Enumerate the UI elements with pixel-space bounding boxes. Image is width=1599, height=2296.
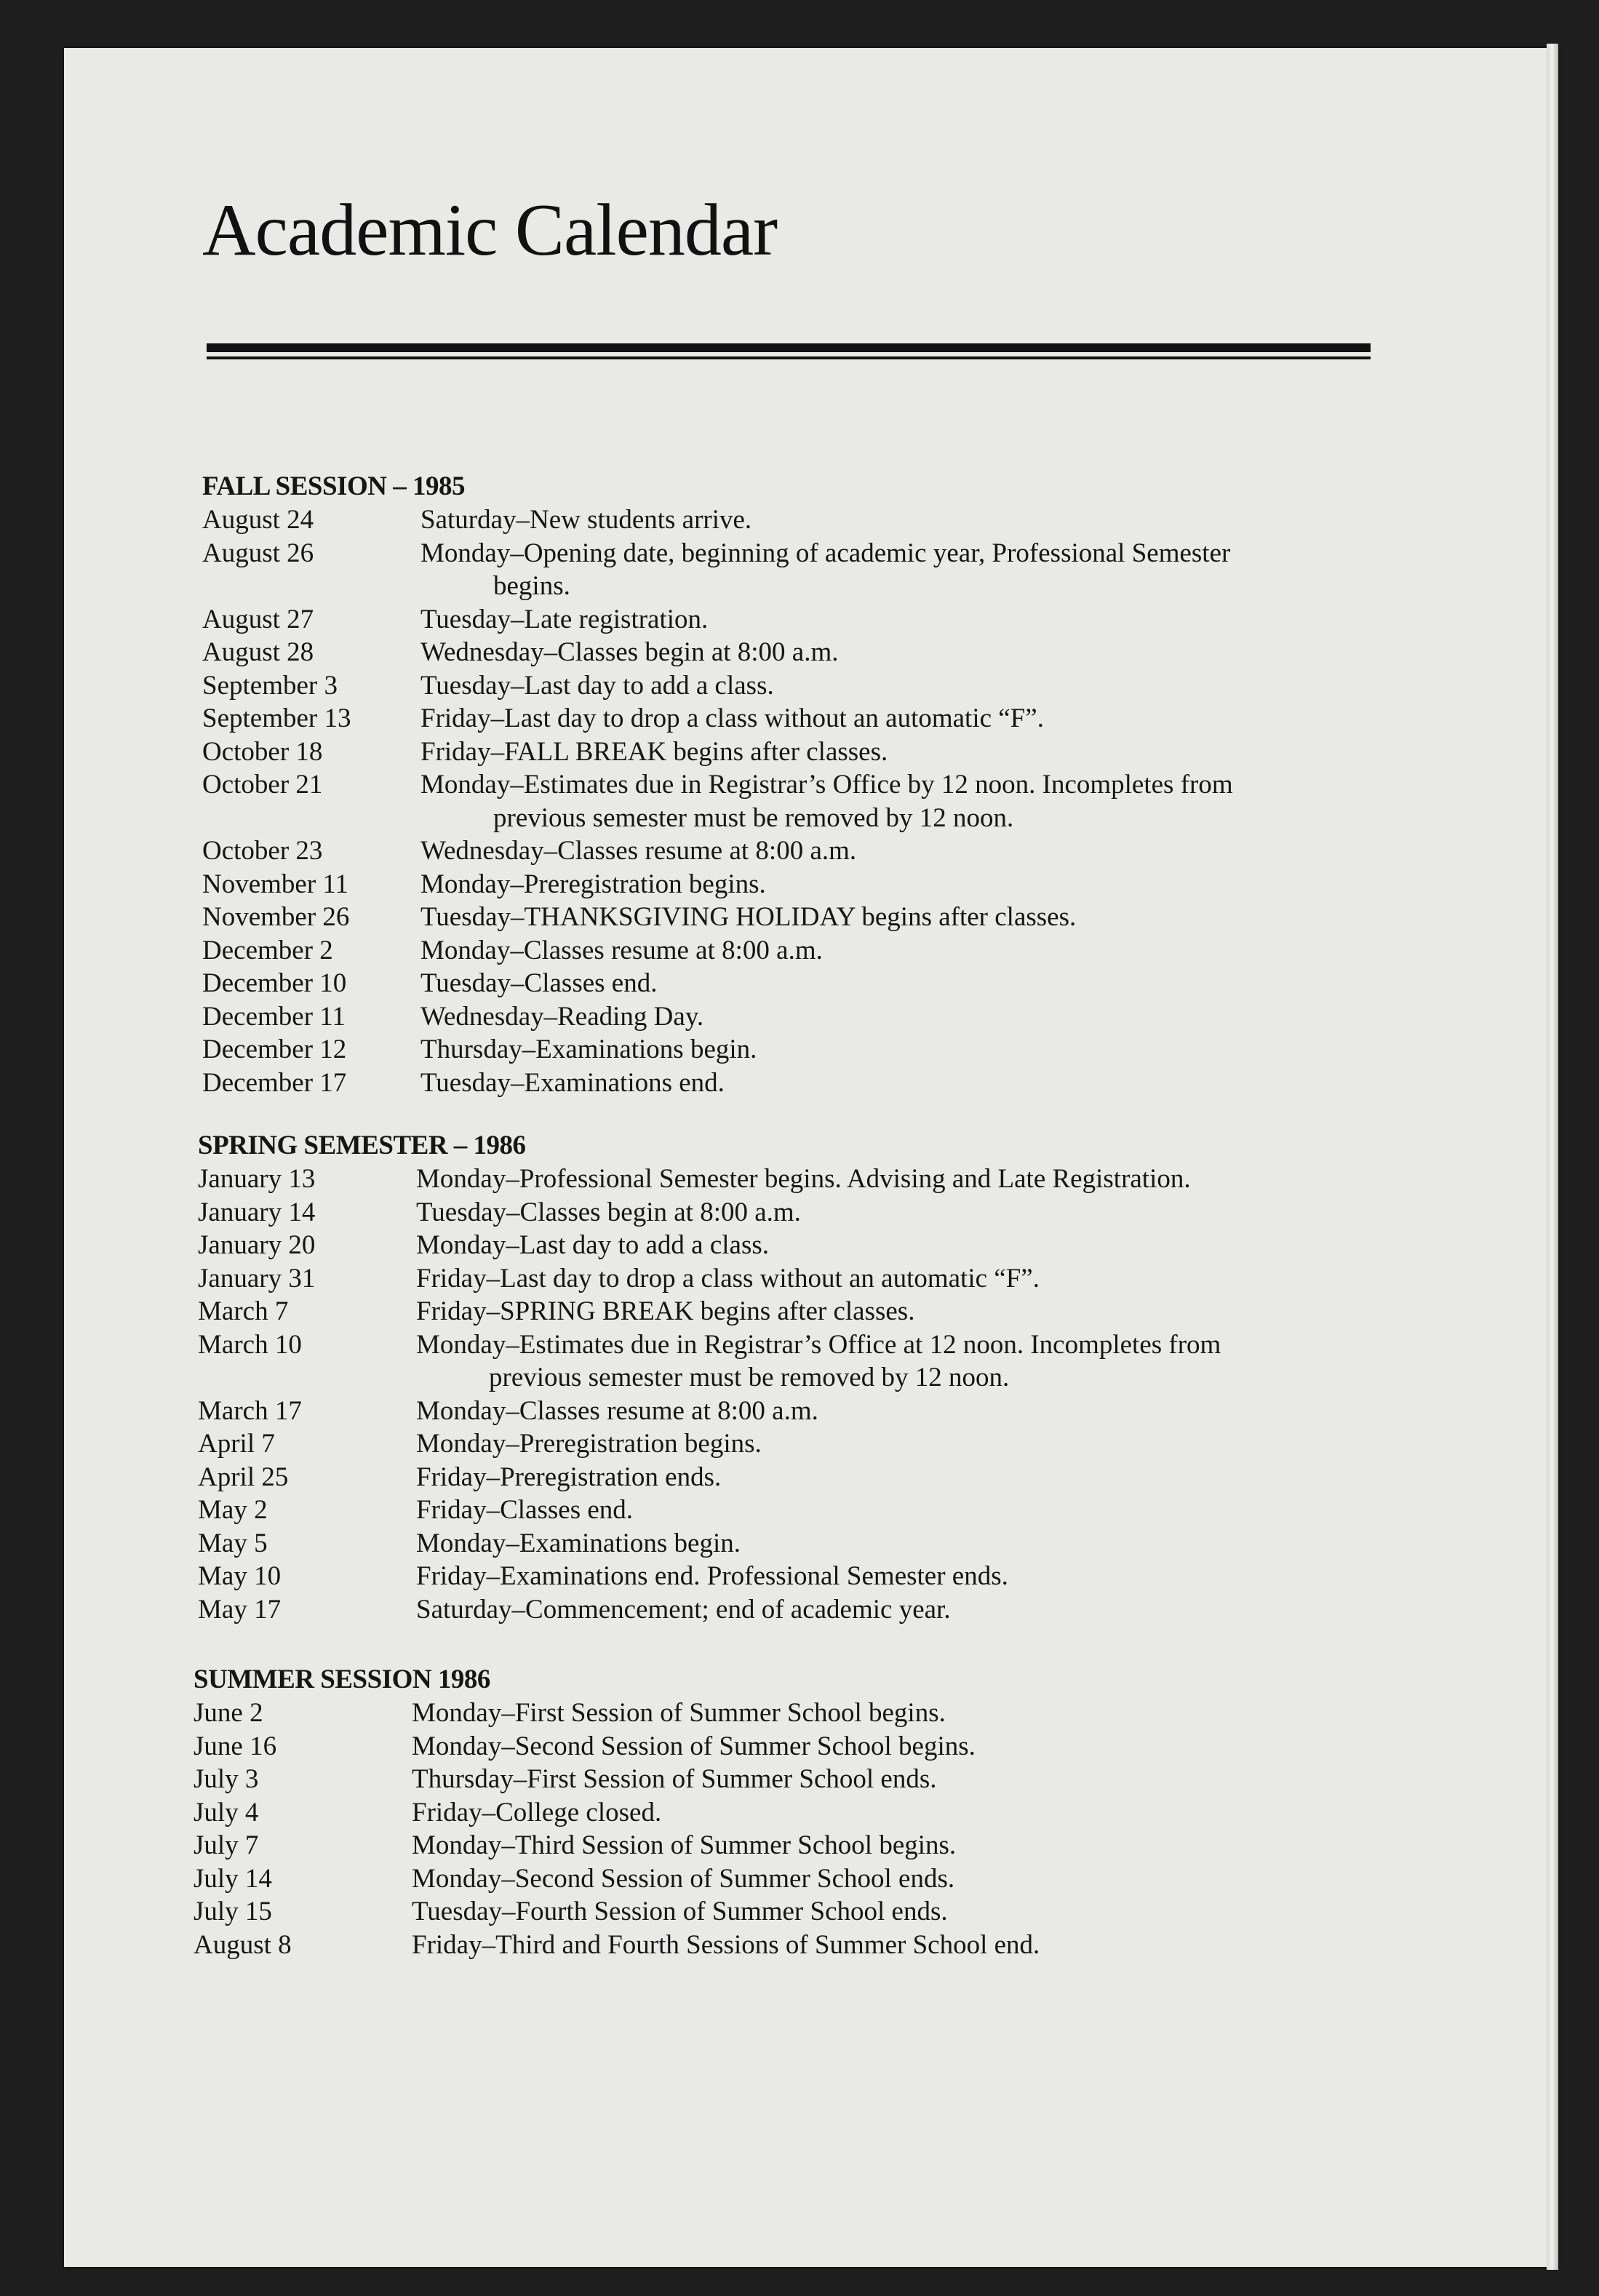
entry-description — [412, 1829, 1430, 1862]
entry-description-text: Monday–Professional Semester begins. Advising and Late Registration. — [416, 1164, 1191, 1194]
entry-description-text: Friday–College closed. — [412, 1797, 662, 1827]
entry-description — [412, 1796, 1430, 1830]
calendar-entry — [194, 1763, 1430, 1796]
entry-description — [416, 1593, 1435, 1627]
calendar-entry — [198, 1395, 1435, 1428]
calendar-entry — [202, 967, 1439, 1000]
calendar-entry — [202, 1033, 1439, 1067]
entry-description — [420, 1000, 1439, 1034]
entry-date: October 21 — [202, 770, 323, 800]
entry-description — [416, 1196, 1435, 1229]
entry-description — [420, 934, 1439, 968]
fall-session-section — [202, 470, 1439, 1099]
entry-description — [416, 1527, 1435, 1560]
entry-description-text: Wednesday–Classes begin at 8:00 a.m. — [420, 637, 839, 667]
entry-description-text: Wednesday–Classes resume at 8:00 a.m. — [420, 836, 857, 866]
entry-description — [412, 1730, 1430, 1763]
calendar-entry — [202, 636, 1439, 669]
entry-description-text: Monday–First Session of Summer School begins. — [412, 1698, 946, 1728]
calendar-entry — [202, 834, 1439, 868]
entry-date: May 17 — [198, 1594, 282, 1625]
entry-description-text: Friday–Last day to drop a class without an automatic “F”. — [416, 1263, 1040, 1294]
calendar-entry — [202, 669, 1439, 703]
entry-date: March 7 — [198, 1296, 289, 1326]
entry-date: December 11 — [202, 1001, 346, 1032]
entry-description-text: Thursday–Examinations begin. — [420, 1035, 757, 1064]
entry-description-text: Friday–Third and Fourth Sessions of Summer School end. — [412, 1929, 1040, 1960]
entry-date: September 3 — [202, 670, 338, 701]
calendar-entry — [202, 868, 1439, 901]
entry-date: December 10 — [202, 968, 347, 998]
spring-semester-section — [198, 1129, 1435, 1626]
section-heading: FALL SESSION – 1985 — [202, 471, 465, 501]
entry-date: December 2 — [202, 935, 333, 965]
entry-description — [420, 901, 1439, 934]
entry-description — [416, 1163, 1435, 1196]
entry-description — [416, 1295, 1435, 1328]
entry-date: November 11 — [202, 869, 349, 899]
entry-description-continuation: previous semester must be removed by 12 noon. — [489, 1363, 1010, 1392]
entry-list — [198, 1163, 1435, 1626]
entry-date: August 28 — [202, 637, 314, 667]
entry-description-text: Monday–Estimates due in Registrar’s Office by 12 noon. Incompletes from — [420, 770, 1233, 800]
entry-description — [416, 1461, 1435, 1494]
section-heading: SPRING SEMESTER – 1986 — [198, 1131, 526, 1160]
calendar-entry — [202, 934, 1439, 968]
calendar-entry — [198, 1229, 1435, 1262]
entry-date: July 4 — [194, 1797, 259, 1827]
entry-description — [420, 967, 1439, 1000]
entry-description-text: Saturday–New students arrive. — [420, 505, 752, 535]
page-title: Academic Calendar — [202, 189, 778, 271]
entry-description — [420, 503, 1439, 537]
entry-description-text: Tuesday–Last day to add a class. — [420, 670, 774, 701]
entry-date: August 8 — [194, 1929, 292, 1960]
summer-session-section — [194, 1663, 1430, 1961]
entry-date: July 7 — [194, 1830, 259, 1860]
entry-description-text: Friday–Preregistration ends. — [416, 1462, 722, 1492]
entry-description-text: Monday–Estimates due in Registrar’s Office at 12 noon. Incompletes from — [416, 1329, 1221, 1360]
entry-date: October 23 — [202, 836, 323, 866]
entry-description-text: Monday–Third Session of Summer School begins. — [412, 1830, 957, 1860]
entry-date: August 27 — [202, 604, 314, 634]
calendar-entry — [194, 1895, 1430, 1929]
entry-description-text: Monday–Classes resume at 8:00 a.m. — [416, 1395, 818, 1426]
calendar-entry — [198, 1262, 1435, 1296]
entry-description — [420, 603, 1439, 637]
entry-description-text: Saturday–Commencement; end of academic year. — [416, 1594, 951, 1625]
calendar-entry — [194, 1829, 1430, 1862]
entry-description — [420, 834, 1439, 868]
entry-description — [412, 1895, 1430, 1929]
entry-description-text: Wednesday–Reading Day. — [420, 1001, 704, 1032]
entry-description-text: Monday–Examinations begin. — [416, 1528, 741, 1558]
entry-description-text: Friday–FALL BREAK begins after classes. — [420, 736, 888, 767]
entry-description-continuation: begins. — [493, 571, 570, 601]
calendar-entry — [194, 1796, 1430, 1830]
entry-description — [412, 1763, 1430, 1796]
entry-description-text: Monday–Preregistration begins. — [420, 869, 766, 899]
calendar-entry — [202, 1067, 1439, 1100]
calendar-entry — [202, 901, 1439, 934]
entry-date: January 13 — [198, 1164, 316, 1194]
entry-date: June 16 — [194, 1731, 277, 1761]
entry-description — [420, 537, 1439, 603]
entry-description — [416, 1328, 1435, 1395]
entry-description — [420, 768, 1439, 834]
entry-description — [416, 1262, 1435, 1296]
catalog-page — [64, 48, 1557, 2267]
page-edge — [1547, 44, 1558, 2270]
calendar-entry — [198, 1328, 1435, 1395]
entry-description-text: Friday–Examinations end. Professional Semester ends. — [416, 1561, 1008, 1591]
calendar-entry — [202, 702, 1439, 736]
entry-description-text: Tuesday–THANKSGIVING HOLIDAY begins after classes. — [420, 902, 1077, 932]
entry-description — [416, 1229, 1435, 1262]
calendar-entry — [202, 736, 1439, 769]
entry-description-text: Tuesday–Classes begin at 8:00 a.m. — [416, 1197, 801, 1227]
entry-description-text: Monday–Classes resume at 8:00 a.m. — [420, 935, 823, 965]
calendar-entry — [194, 1730, 1430, 1763]
calendar-entry — [194, 1929, 1430, 1962]
entry-date: January 31 — [198, 1263, 316, 1294]
entry-date: March 10 — [198, 1329, 302, 1360]
entry-description — [412, 1697, 1430, 1730]
entry-description — [420, 636, 1439, 669]
entry-description — [416, 1427, 1435, 1461]
entry-description-text: Monday–Preregistration begins. — [416, 1429, 762, 1459]
entry-description — [416, 1395, 1435, 1428]
entry-description-text: Tuesday–Classes end. — [420, 968, 658, 998]
entry-description-text: Tuesday–Late registration. — [420, 604, 709, 634]
entry-description-text: Monday–Second Session of Summer School ends. — [412, 1863, 955, 1894]
calendar-entry — [198, 1295, 1435, 1328]
calendar-entry — [198, 1593, 1435, 1627]
entry-description — [416, 1494, 1435, 1527]
calendar-entry — [202, 1000, 1439, 1034]
calendar-content — [64, 48, 1557, 2267]
entry-description — [420, 736, 1439, 769]
entry-date: September 13 — [202, 703, 351, 733]
entry-date: July 14 — [194, 1863, 272, 1894]
entry-description-continuation: previous semester must be removed by 12 noon. — [493, 802, 1014, 833]
calendar-entry — [202, 768, 1439, 834]
entry-date: March 17 — [198, 1395, 302, 1426]
entry-description-text: Tuesday–Examinations end. — [420, 1067, 725, 1098]
entry-description — [420, 868, 1439, 901]
entry-list — [202, 503, 1439, 1099]
entry-date: April 7 — [198, 1429, 275, 1459]
entry-list — [194, 1697, 1430, 1961]
entry-description — [416, 1560, 1435, 1593]
calendar-entry — [198, 1494, 1435, 1527]
entry-date: May 5 — [198, 1528, 268, 1558]
entry-description-text: Friday–Last day to drop a class without an automatic “F”. — [420, 703, 1044, 733]
section-heading: SUMMER SESSION 1986 — [194, 1665, 490, 1694]
calendar-entry — [194, 1862, 1430, 1896]
entry-date: June 2 — [194, 1698, 263, 1728]
entry-description — [412, 1862, 1430, 1896]
calendar-entry — [198, 1527, 1435, 1560]
entry-date: July 3 — [194, 1764, 259, 1794]
entry-date: July 15 — [194, 1897, 272, 1926]
entry-date: August 24 — [202, 505, 314, 535]
calendar-entry — [198, 1461, 1435, 1494]
entry-description — [420, 702, 1439, 736]
entry-description — [420, 1067, 1439, 1100]
calendar-entry — [198, 1163, 1435, 1196]
entry-description-text: Friday–Classes end. — [416, 1495, 634, 1525]
entry-description — [420, 669, 1439, 703]
calendar-entry — [198, 1196, 1435, 1229]
entry-date: May 2 — [198, 1495, 268, 1525]
entry-date: January 20 — [198, 1230, 316, 1260]
entry-date: January 14 — [198, 1197, 316, 1227]
entry-description — [420, 1033, 1439, 1067]
entry-description-text: Monday–Last day to add a class. — [416, 1230, 769, 1260]
entry-description — [412, 1929, 1430, 1962]
entry-date: December 12 — [202, 1035, 347, 1064]
entry-date: May 10 — [198, 1561, 282, 1591]
calendar-entry — [202, 503, 1439, 537]
entry-date: December 17 — [202, 1067, 347, 1098]
entry-description-text: Friday–SPRING BREAK begins after classes. — [416, 1296, 915, 1326]
entry-description-text: Thursday–First Session of Summer School ends. — [412, 1764, 937, 1794]
calendar-entry — [198, 1560, 1435, 1593]
entry-date: April 25 — [198, 1462, 289, 1492]
entry-description-text: Monday–Opening date, beginning of academic year, Professional Semester — [420, 538, 1231, 568]
calendar-entry — [198, 1427, 1435, 1461]
entry-description-text: Monday–Second Session of Summer School begins. — [412, 1731, 976, 1761]
entry-description-text: Tuesday–Fourth Session of Summer School ends. — [412, 1897, 948, 1926]
calendar-entry — [202, 603, 1439, 637]
entry-date: October 18 — [202, 736, 323, 767]
calendar-entry — [194, 1697, 1430, 1730]
calendar-entry — [202, 537, 1439, 603]
entry-date: November 26 — [202, 902, 350, 932]
entry-date: August 26 — [202, 538, 314, 568]
